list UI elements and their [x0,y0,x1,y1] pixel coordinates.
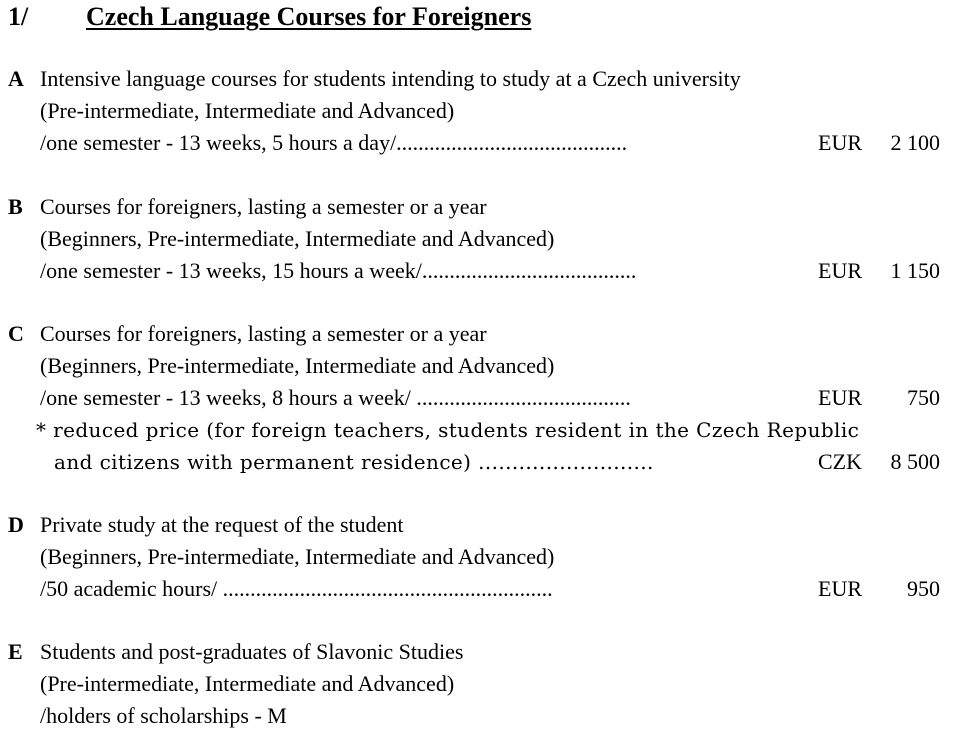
section-d-price-row [40,576,940,602]
section-b-line-1: Courses for foreigners, lasting a semester or a year [40,194,487,219]
section-b-amount: 1 150 [890,258,940,283]
section-c-price-desc: /one semester - 13 weeks, 8 hours a week/ ....................................... [40,385,631,410]
section-d-currency: EUR [818,576,862,601]
section-c-note-currency: CZK [818,449,862,474]
section-d-line-1: Private study at the request of the student [40,512,404,537]
section-a-amount: 2 100 [890,130,940,155]
section-c-line-1: Courses for foreigners, lasting a semester or a year [40,321,487,346]
section-a-currency: EUR [818,130,862,155]
section-a-price-desc: /one semester - 13 weeks, 5 hours a day/.......................................... [40,130,628,155]
section-c-price-row [40,385,940,411]
section-c-note-amount: 8 500 [890,449,940,474]
section-a-line-2: (Pre-intermediate, Intermediate and Advanced) [40,98,455,123]
section-a-price-row [40,130,940,156]
section-e-line-3: /holders of scholarships - M [40,703,287,728]
section-e-line-2: (Pre-intermediate, Intermediate and Advanced) [40,671,455,696]
section-c-line-2: (Beginners, Pre-intermediate, Intermediate and Advanced) [40,353,555,378]
section-e-line-1: Students and post-graduates of Slavonic Studies [40,639,464,664]
section-b-line-2: (Beginners, Pre-intermediate, Intermediate and Advanced) [40,226,555,251]
heading-number: 1/ [8,2,29,31]
section-b-letter: B [8,194,23,219]
section-b-price-row [40,258,940,284]
section-d-amount: 950 [907,576,940,601]
section-c-note-desc: and citizens with permanent residence) .......................... [54,450,654,474]
section-e-letter: E [8,639,23,664]
section-a-letter: A [8,66,24,91]
section-b-price-desc: /one semester - 13 weeks, 15 hours a week/....................................... [40,258,637,283]
section-d-price-desc: /50 academic hours/ ............................................................ [40,576,553,601]
page-title: Czech Language Courses for Foreigners [86,2,532,31]
section-c-amount: 750 [907,385,940,410]
section-c-note-line-1: * reduced price (for foreign teachers, students resident in the Czech Republic [36,418,860,442]
section-d-line-2: (Beginners, Pre-intermediate, Intermediate and Advanced) [40,544,555,569]
section-c-note-price-row [54,449,940,475]
section-c-letter: C [8,321,24,346]
section-d-letter: D [8,512,24,537]
section-a-line-1: Intensive language courses for students intending to study at a Czech university [40,66,741,91]
section-b-currency: EUR [818,258,862,283]
section-c-currency: EUR [818,385,862,410]
